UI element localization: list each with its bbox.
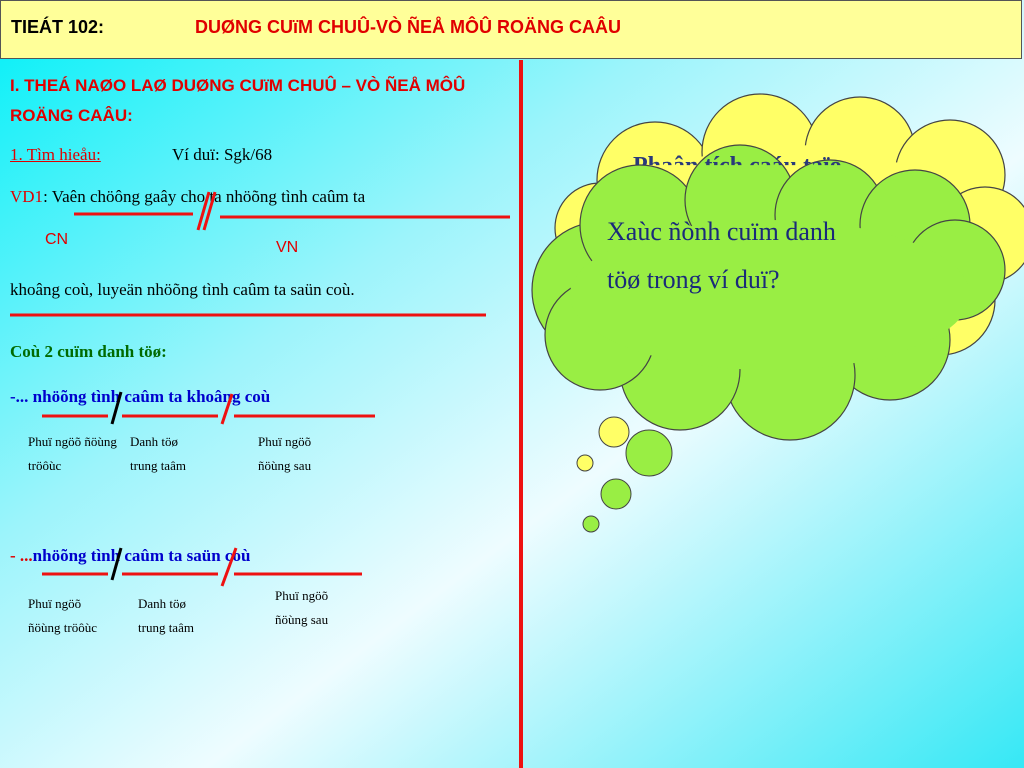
- section-heading-line1: I. THEÁ NAØO LAØ DUØNG CUïM CHUÛ – VÒ ÑEÅ MÔÛ: [10, 76, 466, 95]
- thought-bubble-3: [577, 455, 593, 471]
- noun-phrase-2: - ...nhöõng tình caûm ta saün coù: [10, 546, 251, 565]
- thought-bubble-2: [626, 430, 672, 476]
- phrase2-pre-modifier: Phuï ngöõ ñöùng tröôùc: [28, 596, 97, 635]
- lesson-title: DUØNG CUïM CHUÛ-VÒ ÑEÅ MÔÛ ROÄNG CAÂU: [195, 17, 621, 37]
- thought-bubble-4: [601, 479, 631, 509]
- example-reference: Ví duï: Sgk/68: [172, 145, 273, 164]
- phrase1-post-modifier: Phuï ngöõ ñöùng sau: [258, 434, 312, 473]
- phrase2-post-modifier: Phuï ngöõ ñöùng sau: [275, 588, 329, 627]
- vd1-label: VD1: [10, 187, 44, 206]
- thought-bubble-1: [599, 417, 629, 447]
- subheading: 1. Tìm hieåu:: [10, 145, 101, 164]
- phrase1-head-noun: Danh töø trung taâm: [130, 434, 186, 473]
- example-sentence-line2: khoâng coù, luyeän nhöõng tình caûm ta saün coù.: [10, 280, 355, 299]
- noun-phrase-1: -... nhöõng tình caûm ta khoâng coù: [10, 387, 271, 406]
- phrase-intro: Coù 2 cuïm danh töø:: [10, 342, 167, 361]
- thought-bubble-5: [583, 516, 599, 532]
- predicate-label: VN: [276, 239, 299, 256]
- phrase1-pre-modifier: Phuï ngöõ ñöùng tröôùc: [28, 434, 117, 473]
- front-cloud-question: Xaùc ñònh cuïm danh töø trong ví duï?: [607, 217, 836, 294]
- lesson-number: TIEÁT 102:: [11, 17, 105, 37]
- vd1-text: : Vaên chöông gaây cho ta nhöõng tình caûm ta: [43, 187, 366, 206]
- subject-label: CN: [45, 231, 69, 248]
- phrase2-head-noun: Danh töø trung taâm: [138, 596, 194, 635]
- section-heading-line2: ROÄNG CAÂU:: [10, 106, 133, 125]
